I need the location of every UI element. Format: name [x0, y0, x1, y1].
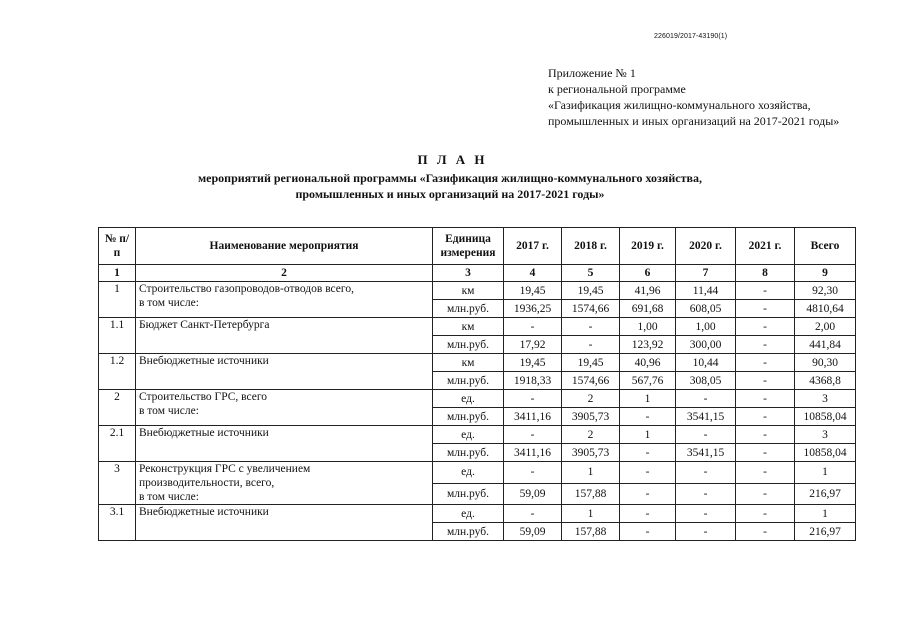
appendix-line: «Газификация жилищно-коммунального хозяйства, — [548, 98, 811, 112]
value-2020-cell: - — [676, 483, 736, 505]
total-cell: 4810,64 — [795, 300, 856, 318]
unit-cell: млн.руб. — [433, 408, 504, 426]
value-2020-cell: - — [676, 390, 736, 408]
table-row — [99, 426, 856, 444]
value-2021-cell: - — [736, 372, 795, 390]
value-2021-cell: - — [736, 483, 795, 505]
subtitle-line: мероприятий региональной программы «Газификация жилищно-коммунального хозяйства, — [197, 171, 702, 185]
value-2021-cell: - — [736, 354, 795, 372]
header-row — [99, 228, 856, 265]
document-title: П Л А Н — [417, 152, 488, 167]
total-cell: 216,97 — [795, 523, 856, 541]
column-number-row — [99, 265, 856, 282]
column-number-cell: 6 — [620, 265, 676, 282]
value-2019-cell: 40,96 — [620, 354, 676, 372]
value-2018-cell: 1 — [562, 462, 620, 484]
value-2020-cell: - — [676, 523, 736, 541]
value-2019-cell: 1 — [620, 426, 676, 444]
value-2017-cell: 1918,33 — [504, 372, 562, 390]
value-2017-cell: - — [504, 318, 562, 336]
header-cell: Единица измерения — [433, 228, 504, 265]
value-2018-cell: - — [562, 318, 620, 336]
header-cell: 2020 г. — [676, 228, 736, 265]
header-cell: Наименование мероприятия — [136, 228, 433, 265]
appendix-line: к региональной программе — [548, 82, 686, 96]
value-2021-cell: - — [736, 408, 795, 426]
unit-cell: км — [433, 354, 504, 372]
value-2020-cell: - — [676, 462, 736, 484]
value-2018-cell: 2 — [562, 390, 620, 408]
table-row — [99, 505, 856, 523]
total-cell: 90,30 — [795, 354, 856, 372]
total-cell: 10858,04 — [795, 408, 856, 426]
appendix-block — [548, 65, 839, 129]
header-cell: 2018 г. — [562, 228, 620, 265]
value-2018-cell: - — [562, 336, 620, 354]
table-row — [99, 390, 856, 408]
appendix-line: Приложение № 1 — [548, 66, 636, 80]
item-number-cell: 3.1 — [99, 505, 136, 541]
total-cell: 441,84 — [795, 336, 856, 354]
header-cell: 2019 г. — [620, 228, 676, 265]
value-2020-cell: - — [676, 505, 736, 523]
value-2020-cell: 300,00 — [676, 336, 736, 354]
unit-cell: ед. — [433, 462, 504, 484]
column-number-cell: 3 — [433, 265, 504, 282]
unit-cell: км — [433, 282, 504, 300]
unit-cell: млн.руб. — [433, 372, 504, 390]
value-2018-cell: 157,88 — [562, 523, 620, 541]
plan-table-body — [99, 228, 856, 541]
value-2021-cell: - — [736, 426, 795, 444]
table-row — [99, 282, 856, 300]
value-2021-cell: - — [736, 282, 795, 300]
value-2018-cell: 1 — [562, 505, 620, 523]
value-2018-cell: 19,45 — [562, 354, 620, 372]
table-row — [99, 318, 856, 336]
total-cell: 216,97 — [795, 483, 856, 505]
value-2017-cell: 59,09 — [504, 523, 562, 541]
item-name-cell: Реконструкция ГРС с увеличением производительности, всего, в том числе: — [136, 462, 433, 505]
item-name-cell: Внебюджетные источники — [136, 426, 433, 462]
table-row — [99, 354, 856, 372]
value-2017-cell: 17,92 — [504, 336, 562, 354]
value-2020-cell: - — [676, 426, 736, 444]
unit-cell: ед. — [433, 390, 504, 408]
item-number-cell: 1.2 — [99, 354, 136, 390]
value-2017-cell: - — [504, 426, 562, 444]
value-2019-cell: - — [620, 462, 676, 484]
total-cell: 10858,04 — [795, 444, 856, 462]
unit-cell: ед. — [433, 505, 504, 523]
plan-table — [98, 227, 856, 541]
value-2018-cell: 157,88 — [562, 483, 620, 505]
item-number-cell: 1.1 — [99, 318, 136, 354]
item-name-cell: Бюджет Санкт-Петербурга — [136, 318, 433, 354]
value-2021-cell: - — [736, 390, 795, 408]
total-cell: 3 — [795, 390, 856, 408]
item-number-cell: 1 — [99, 282, 136, 318]
value-2018-cell: 1574,66 — [562, 372, 620, 390]
header-cell: 2017 г. — [504, 228, 562, 265]
value-2017-cell: 3411,16 — [504, 408, 562, 426]
total-cell: 2,00 — [795, 318, 856, 336]
value-2019-cell: 567,76 — [620, 372, 676, 390]
value-2021-cell: - — [736, 444, 795, 462]
value-2021-cell: - — [736, 300, 795, 318]
item-number-cell: 2.1 — [99, 426, 136, 462]
value-2017-cell: 3411,16 — [504, 444, 562, 462]
subtitle-line: промышленных и иных организаций на 2017-2021 годы» — [295, 187, 605, 201]
column-number-cell: 7 — [676, 265, 736, 282]
value-2021-cell: - — [736, 462, 795, 484]
unit-cell: км — [433, 318, 504, 336]
unit-cell: млн.руб. — [433, 336, 504, 354]
total-cell: 92,30 — [795, 282, 856, 300]
value-2020-cell: 608,05 — [676, 300, 736, 318]
column-number-cell: 1 — [99, 265, 136, 282]
value-2021-cell: - — [736, 318, 795, 336]
item-name-cell: Внебюджетные источники — [136, 505, 433, 541]
value-2019-cell: - — [620, 444, 676, 462]
item-name-cell: Строительство газопроводов-отводов всего, в том числе: — [136, 282, 433, 318]
unit-cell: млн.руб. — [433, 300, 504, 318]
value-2018-cell: 3905,73 — [562, 408, 620, 426]
unit-cell: млн.руб. — [433, 483, 504, 505]
total-cell: 1 — [795, 505, 856, 523]
column-number-cell: 8 — [736, 265, 795, 282]
unit-cell: ед. — [433, 426, 504, 444]
value-2017-cell: - — [504, 505, 562, 523]
table-row — [99, 462, 856, 484]
document-subtitle — [150, 170, 750, 202]
document-number: 226019/2017-43190(1) — [654, 33, 728, 40]
value-2019-cell: 41,96 — [620, 282, 676, 300]
value-2019-cell: 1,00 — [620, 318, 676, 336]
value-2019-cell: 691,68 — [620, 300, 676, 318]
column-number-cell: 9 — [795, 265, 856, 282]
column-number-cell: 4 — [504, 265, 562, 282]
value-2020-cell: 1,00 — [676, 318, 736, 336]
header-cell: № п/п — [99, 228, 136, 265]
value-2018-cell: 2 — [562, 426, 620, 444]
value-2019-cell: - — [620, 505, 676, 523]
appendix-line: промышленных и иных организаций на 2017-2021 годы» — [548, 114, 840, 128]
total-cell: 1 — [795, 462, 856, 484]
header-cell: 2021 г. — [736, 228, 795, 265]
value-2019-cell: - — [620, 523, 676, 541]
value-2021-cell: - — [736, 336, 795, 354]
unit-cell: млн.руб. — [433, 523, 504, 541]
value-2020-cell: 10,44 — [676, 354, 736, 372]
value-2020-cell: 308,05 — [676, 372, 736, 390]
value-2019-cell: - — [620, 408, 676, 426]
value-2021-cell: - — [736, 505, 795, 523]
total-cell: 3 — [795, 426, 856, 444]
value-2019-cell: 1 — [620, 390, 676, 408]
header-cell: Всего — [795, 228, 856, 265]
column-number-cell: 5 — [562, 265, 620, 282]
value-2020-cell: 11,44 — [676, 282, 736, 300]
column-number-cell: 2 — [136, 265, 433, 282]
value-2019-cell: - — [620, 483, 676, 505]
item-name-cell: Внебюджетные источники — [136, 354, 433, 390]
value-2021-cell: - — [736, 523, 795, 541]
value-2017-cell: - — [504, 462, 562, 484]
value-2018-cell: 1574,66 — [562, 300, 620, 318]
total-cell: 4368,8 — [795, 372, 856, 390]
unit-cell: млн.руб. — [433, 444, 504, 462]
value-2017-cell: - — [504, 390, 562, 408]
value-2018-cell: 19,45 — [562, 282, 620, 300]
item-number-cell: 3 — [99, 462, 136, 505]
value-2020-cell: 3541,15 — [676, 408, 736, 426]
value-2017-cell: 19,45 — [504, 282, 562, 300]
value-2020-cell: 3541,15 — [676, 444, 736, 462]
value-2018-cell: 3905,73 — [562, 444, 620, 462]
value-2017-cell: 1936,25 — [504, 300, 562, 318]
item-name-cell: Строительство ГРС, всего в том числе: — [136, 390, 433, 426]
item-number-cell: 2 — [99, 390, 136, 426]
value-2019-cell: 123,92 — [620, 336, 676, 354]
value-2017-cell: 59,09 — [504, 483, 562, 505]
value-2017-cell: 19,45 — [504, 354, 562, 372]
